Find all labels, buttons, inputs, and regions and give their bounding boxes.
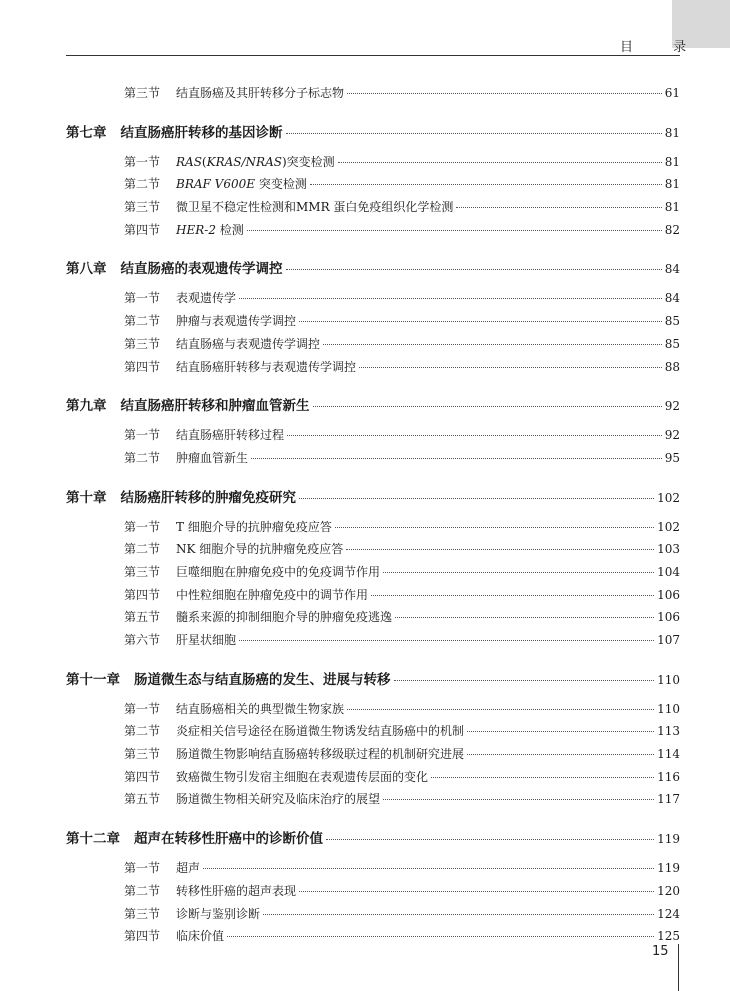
section-number: 第二节 (124, 177, 161, 192)
chapter-title: 结直肠癌肝转移的基因诊断 (120, 124, 283, 141)
dot-leader (395, 617, 654, 618)
page-ref: 113 (657, 724, 680, 739)
section-title: 结直肠癌相关的典型微生物家族 (176, 701, 345, 716)
section-title: 肠道微生物影响结直肠癌转移级联过程的机制研究进展 (176, 747, 465, 762)
toc-section-entry[interactable] (66, 540, 680, 563)
section-number: 第三节 (124, 200, 161, 215)
section-title: 超声 (176, 861, 201, 876)
page-ref: 120 (657, 883, 680, 898)
section-title: RAS(KRAS/NRAS)突变检测 (176, 154, 335, 169)
toc-section-entry[interactable] (66, 905, 680, 928)
section-number: 第二节 (124, 314, 161, 329)
page-ref: 110 (657, 701, 680, 716)
toc-section-entry[interactable] (66, 426, 680, 449)
dot-leader (247, 230, 662, 231)
section-number: 第一节 (124, 519, 161, 534)
toc-section-entry[interactable] (66, 289, 680, 312)
dot-leader (263, 914, 654, 915)
chapter-number: 第十一章 (66, 671, 120, 688)
page-ref: 125 (657, 929, 680, 944)
section-title: 肿瘤血管新生 (176, 450, 249, 465)
dot-leader (299, 891, 654, 892)
dot-leader (313, 406, 662, 407)
dot-leader (346, 549, 654, 550)
page-ref: 102 (657, 519, 680, 534)
toc-chapter-entry[interactable] (66, 394, 680, 416)
section-title: 肠道微生物相关研究及临床治疗的展望 (176, 792, 381, 807)
chapter-number: 第十二章 (66, 831, 120, 848)
page-ref: 119 (657, 861, 680, 876)
section-number: 第四节 (124, 929, 161, 944)
dot-leader (383, 799, 654, 800)
chapter-number: 第七章 (66, 124, 107, 141)
toc-section-entry[interactable] (66, 175, 680, 198)
page-ref: 92 (664, 428, 680, 443)
section-number: 第二节 (124, 542, 161, 557)
page-ref: 104 (657, 564, 680, 579)
chapter-title: 超声在转移性肝癌中的诊断价值 (134, 831, 323, 848)
page-ref: 103 (657, 542, 680, 557)
page-ref: 107 (657, 633, 680, 647)
page-ref: 102 (657, 490, 680, 505)
section-title: 肝星状细胞 (176, 633, 237, 647)
section-title: HER-2 检测 (176, 222, 244, 237)
dot-leader (456, 207, 661, 208)
dot-leader (371, 595, 654, 596)
section-number: 第五节 (124, 610, 161, 625)
section-title: 微卫星不稳定性检测和MMR 蛋白免疫组织化学检测 (176, 200, 454, 215)
section-number: 第一节 (124, 861, 161, 876)
page-ref: 84 (664, 262, 680, 277)
chapter-title: 结直肠癌的表观遗传学调控 (120, 261, 283, 278)
toc-section-entry[interactable] (66, 358, 680, 381)
dot-leader (286, 133, 662, 134)
section-number: 第三节 (124, 336, 161, 351)
section-title: T 细胞介导的抗肿瘤免疫应答 (176, 519, 332, 534)
section-number: 第一节 (124, 701, 161, 716)
section-title: NK 细胞介导的抗肿瘤免疫应答 (176, 542, 344, 557)
toc-section-entry[interactable] (66, 700, 680, 723)
toc-section-entry[interactable] (66, 790, 680, 813)
dot-leader (338, 162, 662, 163)
toc-chapter-entry[interactable] (66, 486, 680, 508)
dot-leader (347, 709, 654, 710)
chapter-number: 第九章 (66, 398, 107, 415)
section-title: 致癌微生物引发宿主细胞在表观遗传层面的变化 (176, 769, 429, 784)
toc-section-entry[interactable] (66, 198, 680, 221)
chapter-number: 第八章 (66, 261, 107, 278)
dot-leader (335, 527, 654, 528)
chapter-title: 结直肠癌肝转移和肿瘤血管新生 (120, 398, 310, 415)
page-ref: 81 (664, 154, 680, 169)
page-ref: 119 (657, 832, 680, 847)
toc-section-entry[interactable] (66, 608, 680, 631)
page-ref: 81 (664, 125, 680, 140)
toc-chapter-entry[interactable] (66, 257, 680, 279)
section-number: 第一节 (124, 154, 161, 169)
toc-section-entry[interactable] (66, 859, 680, 882)
section-number: 第一节 (124, 428, 161, 443)
section-number: 第四节 (124, 359, 161, 374)
toc-section-entry[interactable] (66, 563, 680, 586)
page-number: 15 (652, 944, 669, 959)
toc-section-entry[interactable] (66, 312, 680, 335)
section-title: 结直肠癌肝转移与表观遗传学调控 (176, 359, 357, 374)
toc-chapter-entry[interactable] (66, 121, 680, 143)
page-ref: 85 (664, 314, 680, 329)
page-ref: 88 (664, 359, 680, 374)
dot-leader (326, 839, 654, 840)
page-ref: 106 (657, 587, 680, 602)
dot-leader (203, 868, 654, 869)
dot-leader (467, 731, 654, 732)
page-ref: 110 (657, 672, 680, 687)
toc-chapter-entry[interactable] (66, 827, 680, 849)
toc-section-entry[interactable] (66, 84, 680, 107)
section-number: 第三节 (124, 86, 161, 100)
dot-leader (239, 298, 662, 299)
dot-leader (299, 321, 662, 322)
section-title: 炎症相关信号途径在肠道微生物诱发结直肠癌中的机制 (176, 724, 465, 739)
chapter-title: 肠道微生态与结直肠癌的发生、进展与转移 (134, 671, 391, 688)
section-number: 第二节 (124, 883, 161, 898)
section-title: BRAF V600E 突变检测 (176, 177, 307, 192)
section-title: 中性粒细胞在肿瘤免疫中的调节作用 (176, 587, 369, 602)
dot-leader (251, 458, 662, 459)
running-head: 目 录 (620, 40, 705, 55)
toc-section-entry[interactable] (66, 745, 680, 768)
toc-section-entry[interactable] (66, 927, 680, 950)
toc-section-entry[interactable] (66, 518, 680, 541)
section-title: 结直肠癌肝转移过程 (176, 428, 285, 443)
dot-leader (323, 344, 662, 345)
section-number: 第四节 (124, 222, 161, 237)
page-ref: 81 (664, 177, 680, 192)
page-ref: 95 (664, 450, 680, 465)
table-of-contents (66, 84, 680, 950)
toc-section-entry[interactable] (66, 722, 680, 745)
section-title: 结直肠癌与表观遗传学调控 (176, 336, 321, 351)
toc-section-entry[interactable] (66, 631, 680, 654)
page-ref: 92 (664, 399, 680, 414)
dot-leader (227, 936, 654, 937)
toc-section-entry[interactable] (66, 153, 680, 176)
dot-leader (467, 754, 654, 755)
page-ref: 82 (664, 222, 680, 237)
section-number: 第三节 (124, 747, 161, 762)
toc-section-entry[interactable] (66, 586, 680, 609)
folio-rule (678, 944, 679, 991)
section-number: 第一节 (124, 291, 161, 306)
section-number: 第二节 (124, 724, 161, 739)
dot-leader (347, 93, 662, 94)
section-title: 临床价值 (176, 929, 225, 944)
section-number: 第五节 (124, 792, 161, 807)
page-ref: 124 (657, 906, 680, 921)
toc-section-entry[interactable] (66, 449, 680, 472)
section-number: 第六节 (124, 633, 161, 647)
page-ref: 81 (664, 200, 680, 215)
header-rule (66, 55, 680, 56)
section-title: 肿瘤与表观遗传学调控 (176, 314, 297, 329)
section-title: 巨噬细胞在肿瘤免疫中的免疫调节作用 (176, 564, 381, 579)
toc-section-entry[interactable] (66, 221, 680, 244)
section-number: 第四节 (124, 769, 161, 784)
dot-leader (310, 184, 662, 185)
section-title: 髓系来源的抑制细胞介导的肿瘤免疫逃逸 (176, 610, 393, 625)
chapter-number: 第十章 (66, 489, 107, 506)
dot-leader (359, 367, 662, 368)
dot-leader (239, 640, 654, 641)
dot-leader (299, 498, 654, 499)
dot-leader (394, 680, 655, 681)
page-ref: 84 (664, 291, 680, 306)
page-ref: 117 (657, 792, 680, 807)
section-number: 第四节 (124, 587, 161, 602)
page-ref: 85 (664, 336, 680, 351)
chapter-title: 结肠癌肝转移的肿瘤免疫研究 (120, 489, 296, 506)
page-ref: 106 (657, 610, 680, 625)
dot-leader (431, 777, 654, 778)
section-number: 第三节 (124, 564, 161, 579)
section-title: 结直肠癌及其肝转移分子标志物 (176, 86, 345, 100)
dot-leader (383, 572, 654, 573)
toc-section-entry[interactable] (66, 882, 680, 905)
section-title: 转移性肝癌的超声表现 (176, 883, 297, 898)
dot-leader (286, 269, 662, 270)
page-ref: 61 (664, 86, 680, 100)
toc-chapter-entry[interactable] (66, 668, 680, 690)
page-ref: 114 (657, 747, 680, 762)
toc-section-entry[interactable] (66, 335, 680, 358)
page-ref: 116 (657, 769, 680, 784)
toc-section-entry[interactable] (66, 768, 680, 791)
dot-leader (287, 435, 662, 436)
section-title: 表观遗传学 (176, 291, 237, 306)
section-number: 第二节 (124, 450, 161, 465)
section-number: 第三节 (124, 906, 161, 921)
section-title: 诊断与鉴别诊断 (176, 906, 261, 921)
